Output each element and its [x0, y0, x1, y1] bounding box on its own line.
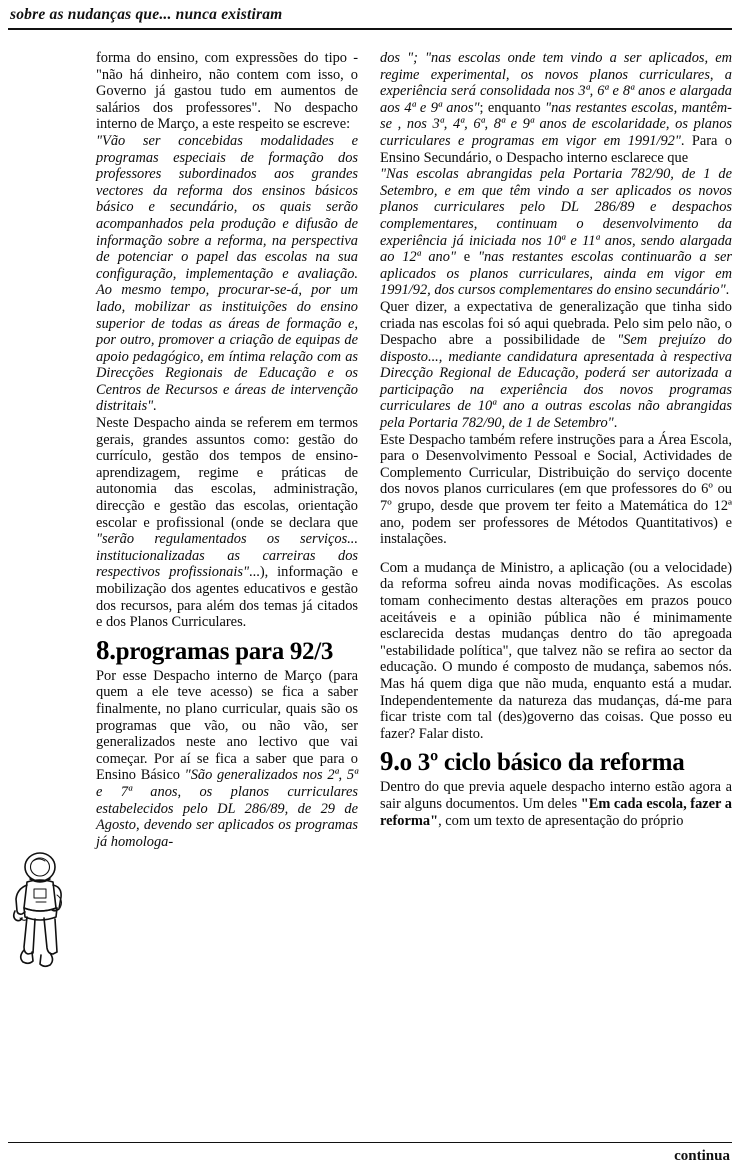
quoted-run: "serão regulamentados os serviços... institucionalizadas as carreiras dos respectivos profissionais" — [96, 531, 358, 581]
quoted-run: "Sem prejuízo do disposto..., mediante candidatura apresentada à respectiva Direcção Regional de Educação, poderá ser autorizada a participação na experiência dos novos programas curriculares de 10ª ano a outras escolas não abrangidas pela Portaria 782/90, de 1 de Setembro" — [380, 332, 733, 432]
paragraph: forma do ensino, com expressões do tipo - "não há dinheiro, não contem com isso, o Governo já gastou tudo em aumentos de salários dos professores". No despacho interno de Março, a este respeito se escreve: — [96, 50, 358, 133]
text-run: Neste Despacho ainda se referem em termos gerais, grandes assuntos como: gestão do currículo, gestão dos tempos de ensino-aprendizagem, regime e práticas de autonomia das escolas, administração, direcção e gestão das escolas, orientação escolar e profissional (onde se declara que — [96, 415, 358, 531]
text-run: Quer dizer, a expectativa de generalização que tinha sido criada nas escolas foi só aqui quebrada. Pelo sim pelo não, o Despacho abre a possibilidade de — [380, 298, 732, 349]
header-divider — [8, 28, 732, 30]
left-column — [96, 50, 358, 850]
paragraph — [380, 779, 732, 829]
text-run: Dentro do que previa aquele despacho interno estão agora a sair alguns documentos. Um deles — [380, 779, 732, 812]
paragraph — [380, 50, 732, 166]
paragraph: Este Despacho também refere instruções para a Área Escola, para o Desenvolvimento Pessoal e Social, Actividades de Complemento Curricular, Distribuição do serviço docente dos novos planos curriculares (em que professores do 6º ou 7º grupo, desde que provem ter feito a Matemática do 12ª ano, podem ser professores de Métodos Quantitativos) e instalações. — [380, 431, 732, 548]
running-head: sobre as nudanças que... nunca existiram — [10, 6, 283, 23]
right-column — [380, 50, 732, 829]
quoted-run: dos "; "nas escolas onde tem vindo a ser aplicados, em regime experimental, os novos planos curriculares, a experiência será consolidada nos 3ª, 6ª e 8ª anos e alargada aos 4ª e 9ª anos" — [380, 50, 732, 116]
text-run: ; enquanto — [479, 99, 546, 116]
quoted-run: "nas restantes escolas, mantêm-se , nos 3ª, 4ª, 6ª, 8ª e 9ª anos de escolaridade, os planos curriculares e programas em vigor em 1991/92" — [380, 99, 732, 149]
quoted-run: "Nas escolas abrangidas pela Portaria 782/90, de 1 de Setembro, e em que têm vindo a ser aplicados os novos planos curriculares pelo DL 286/89 e despachos complementares, continuam o desenvolvimento da experiência já iniciada nos 10ª e 11ª anos, sendo alargada ao 12ª ano" — [380, 166, 732, 266]
section-title: o 3º ciclo básico da reforma — [399, 749, 685, 777]
footer-divider — [8, 1142, 732, 1144]
body-columns — [8, 50, 732, 1135]
text-run: Por esse Despacho interno de Março (para quem a ele teve acesso) se fica a saber finalmente, no plano curricular, quais são os programas que vão, ou não vão, ser generalizados neste ano lectivo que vai começar. Por aí se fica a saber que para o Ensino Básico — [96, 667, 358, 784]
section-number: 9. — [380, 746, 400, 777]
text-run: . — [613, 415, 618, 432]
section-heading-8 — [96, 634, 358, 665]
text-run: . — [725, 282, 730, 299]
paragraph — [380, 166, 732, 299]
quoted-run: "São generalizados nos 2ª, 5ª e 7ª anos, os planos curriculares estabelecidos pelo DL 286/89, de 29 de Agosto, devendo ser aplicados os programas já homologa- — [96, 767, 359, 850]
continua-label: continua — [674, 1148, 730, 1164]
paragraph: Com a mudança de Ministro, a aplicação (ou a velocidade) da reforma sofreu ainda novas modificações. As escolas tomam conhecimento destas alterações em prazos pouco aceitáveis e a opinião pública não é minimamente esclarecida destas mudanças dentro do tão apregoada "estabilidade política", que talvez não se refira ao sector da educação. O mundo é composto de mudança, sabemos nós. Mas há quem diga que não muda, enquanto está a mudar. Independentemente da natureza das mudanças, dá-me para ficar triste com tal (des)governo das coisas. Que posso eu fazer? Falar disto. — [380, 559, 732, 742]
quoted-run: "nas restantes escolas continuarão a ser aplicados os planos curriculares, ainda em vigor em 1991/92, dos cursos complementares do ensino secundário" — [380, 249, 732, 299]
text-run: , com um texto de apresentação do próprio — [438, 812, 684, 829]
text-run: . Para o Ensino Secundário, o Despacho interno esclarece que — [380, 132, 732, 166]
astronaut-illustration — [0, 845, 84, 980]
paragraph — [380, 299, 732, 432]
document-title-run: "Em cada escola, fazer a reforma" — [380, 795, 732, 829]
section-heading-9 — [380, 748, 732, 776]
section-number: 8. — [96, 634, 116, 665]
section-title: programas para 92/3 — [115, 637, 334, 665]
text-run: e — [456, 249, 478, 266]
paragraph — [96, 415, 358, 631]
paragraph — [96, 668, 358, 851]
quoted-paragraph: "Vão ser concebidas modalidades e programas especiais de formação dos professores subordinados aos grandes vectores da reforma dos ensinos básicos básico e secundário, os quais serão acompanhados pela produção e difusão de informação sobre a reforma, na perspectiva de potenciar o papel das escolas na sua configuração, implementação e avaliação. Ao mesmo tempo, procurar-se-á, por um lado, mobilizar as instituições do ensino superior de todas as áreas de formação e, por outro, promover a criação de equipas de apoio pedagógico, em íntima relação com as Direcções Regionais de Educação e os Centros de Recursos e áreas de intervenção distritais". — [96, 132, 358, 415]
paragraph-spacer — [380, 548, 732, 560]
text-run: ...), informação e mobilização dos agentes educativos e gestão dos recursos, para além dos temas já citados e dos Planos Curriculares. — [96, 564, 358, 631]
